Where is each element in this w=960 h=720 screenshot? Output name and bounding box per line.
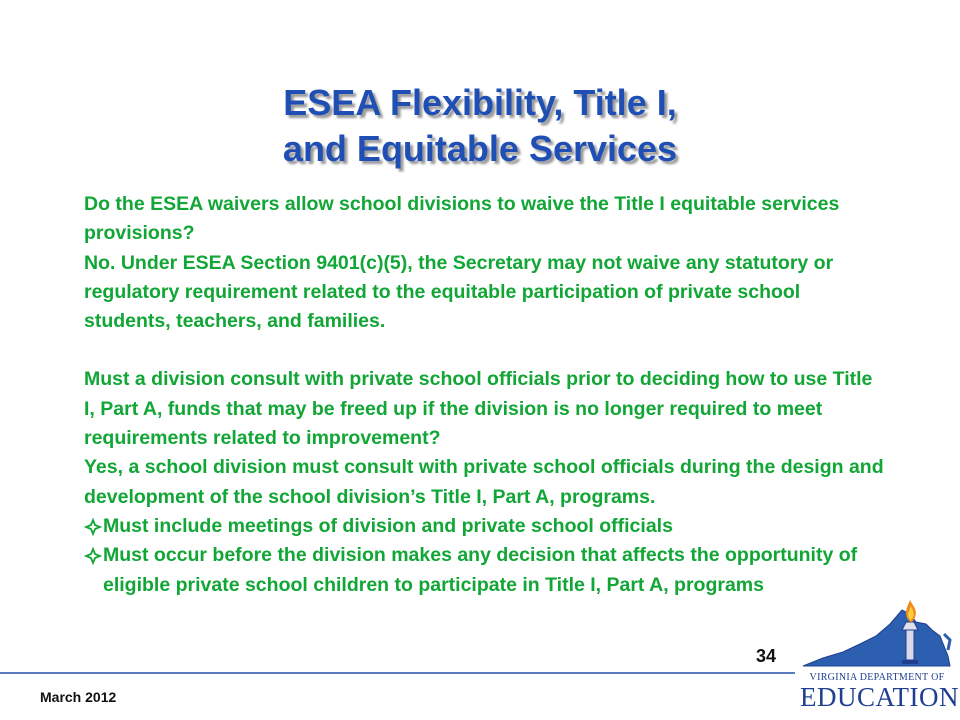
diamond-bullet-icon [84, 541, 102, 570]
virginia-state-map-icon [798, 600, 958, 672]
paragraph-spacer [84, 336, 884, 365]
answer-1: No. Under ESEA Section 9401(c)(5), the Secretary may not waive any statutory or regulatory requirement related to the equitable participation of private school students, teachers, and families. [84, 251, 834, 333]
question-2: Must a division consult with private school officials prior to deciding how to use Title I, Part A, funds that may be freed up if the division is no longer required to meet requirements related to improvement? [84, 368, 873, 450]
logo-text-line1: VIRGINIA DEPARTMENT OF [809, 672, 945, 683]
slide-title [0, 80, 960, 172]
answer-2: Yes, a school division must consult with private school officials during the design and development of the school division’s Title I, Part A, programs. [84, 456, 884, 508]
bullet-item [84, 512, 884, 541]
page-number: 34 [756, 646, 777, 666]
slide-body [84, 190, 884, 600]
title-line-2: and Equitable Services [282, 128, 678, 169]
question-1: Do the ESEA waivers allow school divisions to waive the Title I equitable services provisions? [84, 193, 840, 245]
title-line-1: ESEA Flexibility, Title I, [283, 82, 677, 123]
bullet-item [84, 541, 884, 600]
bullet-text: Must occur before the division makes any decision that affects the opportunity of eligible private school children to participate in Title I, Part A, programs [103, 544, 858, 596]
diamond-bullet-icon [84, 512, 102, 541]
footer-divider [0, 672, 795, 674]
logo-text-line2: EDUCATION [800, 682, 959, 712]
bullet-text: Must include meetings of division and private school officials [103, 514, 673, 537]
vdoe-logo [798, 600, 958, 715]
footer-date: March 2012 [40, 689, 117, 705]
